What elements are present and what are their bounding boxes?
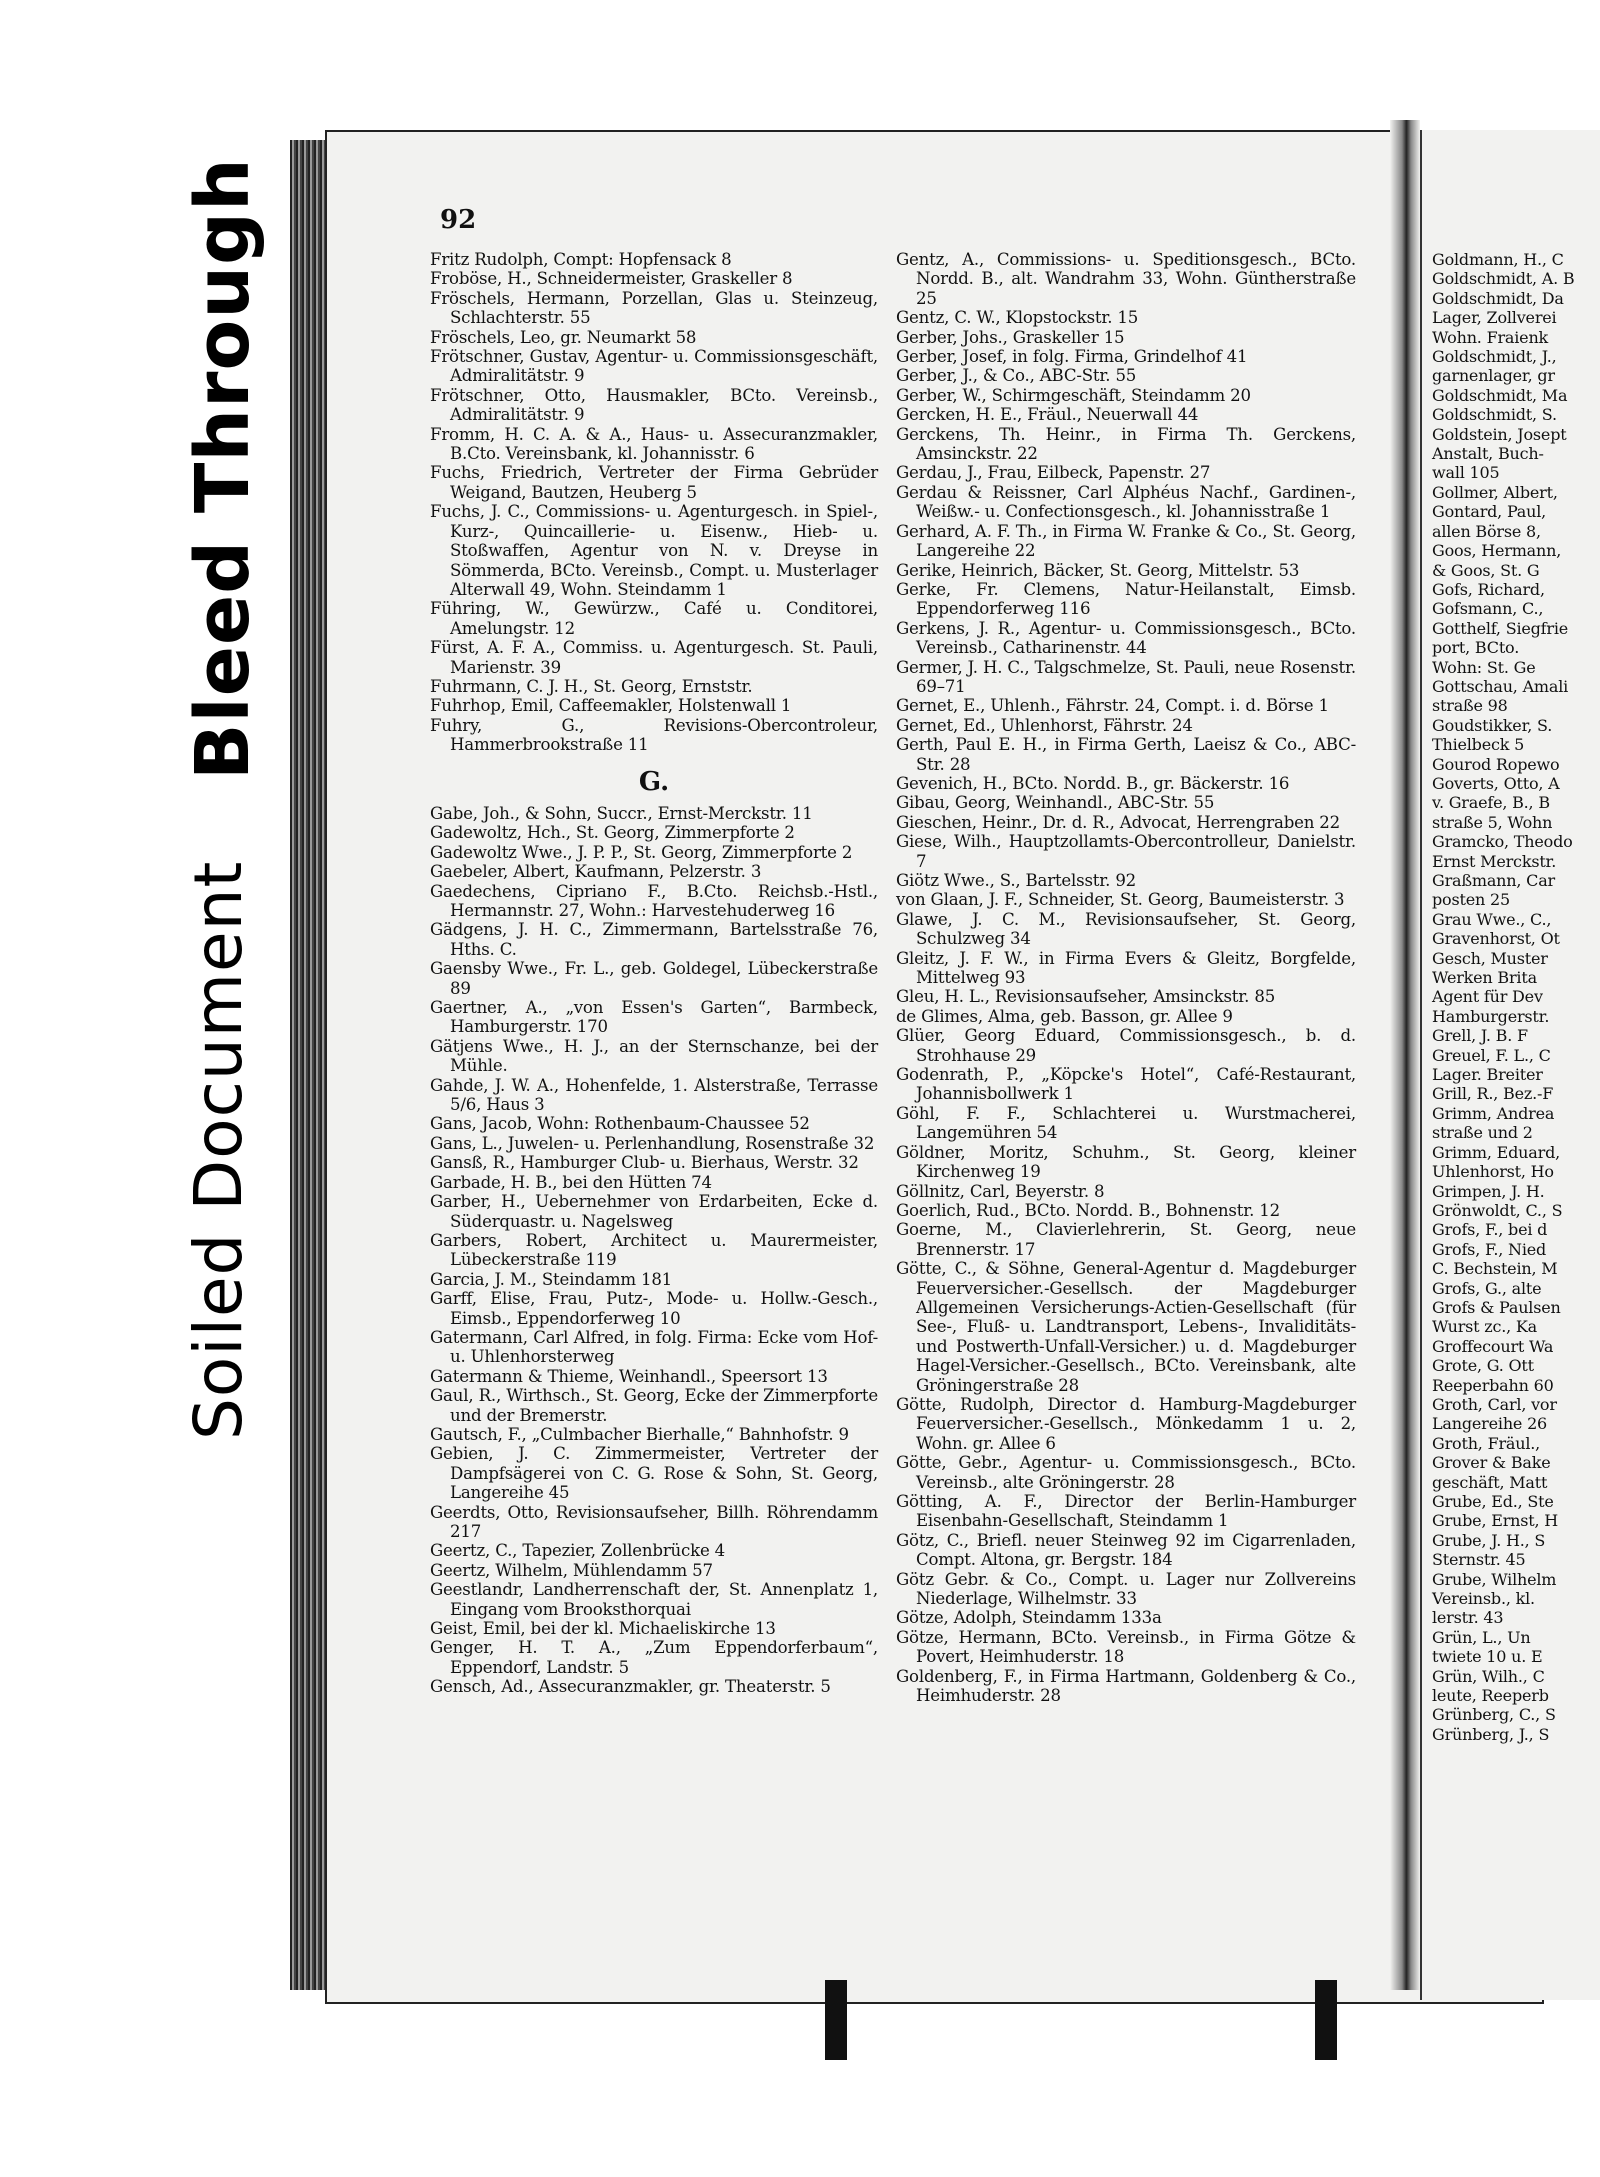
directory-entry: allen Börse 8, [1432,521,1541,541]
directory-entry: Gadewoltz, Hch., St. Georg, Zimmerpforte 2 [430,823,795,843]
directory-entry: Götte, Gebr., Agentur- u. Commissionsgesch., BCto. Vereinsb., alte Gröningerstr. 28 [896,1453,1356,1492]
directory-entry: Fuchs, J. C., Commissions- u. Agenturgesch. in Spiel-, Kurz-, Quincaillerie- u. Eisenw., Hieb- u. Stoßwaffen, Agentur von N. v. Dreyse in Sömmerda, BCto. Vereinsb., Compt. u. Musterlager Alterwall 49, Wohn. Steindamm 1 [430,502,878,599]
directory-entry: Gleu, H. L., Revisionsaufseher, Amsinckstr. 85 [896,987,1276,1007]
directory-entry: Anstalt, Buch- [1432,444,1544,464]
directory-entry: straße 5, Wohn [1432,812,1553,832]
directory-entry: Gravenhorst, Ot [1432,929,1560,949]
directory-entry: von Glaan, J. F., Schneider, St. Georg, Baumeisterstr. 3 [896,890,1345,910]
directory-entry: Göldner, Moritz, Schuhm., St. Georg, kleiner Kirchenweg 19 [896,1142,1356,1182]
directory-entry: Gerber, W., Schirmgeschäft, Steindamm 20 [896,385,1251,405]
directory-entry: Glawe, J. C. M., Revisionsaufseher, St. Georg, Schulzweg 34 [896,909,1356,949]
directory-entry: Grofs, F., Nied [1432,1239,1547,1259]
column-b [896,250,1356,1705]
directory-entry: Gotthelf, Siegfrie [1432,618,1569,638]
directory-entry: Grönwoldt, C., S [1432,1200,1563,1220]
directory-entry: Genger, H. T. A., „Zum Eppendorferbaum“, Eppendorf, Landstr. 5 [430,1638,878,1677]
directory-entry: Gabe, Joh., & Sohn, Succr., Ernst-Merckstr. 11 [430,803,813,823]
directory-entry: Gleitz, J. F. W., in Firma Evers & Gleitz, Borgfelde, Mittelweg 93 [896,948,1356,988]
directory-entry: Groffecourt Wa [1432,1336,1554,1356]
directory-entry: Groth, Fräul., [1432,1433,1541,1453]
directory-entry: Grofs, F., bei d [1432,1220,1548,1240]
directory-entry: Goerlich, Rud., BCto. Nordd. B., Bohnenstr. 12 [896,1200,1280,1220]
directory-entry: straße 98 [1432,696,1508,716]
column-b-entries [896,250,1356,1705]
directory-entry: Gesch, Muster [1432,948,1548,968]
directory-entry: Grube, J. H., S [1432,1530,1546,1550]
directory-entry: Gramcko, Theodo [1432,832,1573,852]
directory-entry: Gerber, Johs., Graskeller 15 [896,327,1125,347]
directory-entry: Fuhrmann, C. J. H., St. Georg, Ernststr. [430,676,753,696]
directory-entry: Gautsch, F., „Culmbacher Bierhalle,“ Bahnhofstr. 9 [430,1424,849,1444]
directory-entry: Gollmer, Albert, [1432,482,1558,502]
directory-entry: Frötschner, Otto, Hausmakler, BCto. Vereinsb., Admiralitätstr. 9 [430,385,878,425]
directory-entry: Gadewoltz Wwe., J. P. P., St. Georg, Zimmerpforte 2 [430,842,853,862]
directory-entry: Geestlandr, Landherrenschaft der, St. Annenplatz 1, Eingang vom Brooksthorquai [430,1580,878,1619]
directory-entry: Grube, Ernst, H [1432,1511,1559,1531]
directory-entry: C. Bechstein, M [1432,1259,1558,1279]
directory-entry: Wohn: St. Ge [1432,657,1536,677]
directory-entry: Thielbeck 5 [1432,735,1525,755]
directory-entry: wall 105 [1432,463,1500,483]
directory-entry: Gatermann, Carl Alfred, in folg. Firma: Ecke vom Hof- u. Uhlenhorsterweg [430,1327,878,1367]
directory-entry: Garber, H., Uebernehmer von Erdarbeiten, Ecke d. Süderquastr. u. Nagelsweg [430,1192,878,1231]
bleed-through-label: Bleed Through [180,157,266,780]
directory-entry: Gaedechens, Cipriano F., B.Cto. Reichsb.-Hstl., Hermannstr. 27, Wohn.: Harvestehuderweg 16 [430,881,878,920]
directory-entry: leute, Reeperb [1432,1686,1549,1706]
directory-entry: Gerhard, A. F. Th., in Firma W. Franke & Co., St. Georg, Langereihe 22 [896,521,1356,561]
directory-entry: Grün, Wilh., C [1432,1666,1545,1686]
directory-entry: Wohn. Fraienk [1432,327,1549,347]
directory-entry: Goldschmidt, Ma [1432,385,1568,405]
directory-entry: Godenrath, P., „Köpcke's Hotel“, Café-Restaurant, Johannisbollwerk 1 [896,1065,1356,1104]
directory-entry: Gansß, R., Hamburger Club- u. Bierhaus, Werstr. 32 [430,1153,859,1173]
directory-entry: Götze, Hermann, BCto. Vereinsb., in Firma Götze & Povert, Heimhuderstr. 18 [896,1627,1356,1667]
directory-entry: Gofs, Richard, [1432,579,1545,599]
directory-entry: Gätjens Wwe., H. J., an der Sternschanze, bei der Mühle. [430,1036,878,1076]
directory-entry: Vereinsb., kl. [1432,1589,1535,1609]
directory-entry: Gerber, Josef, in folg. Firma, Grindelhof 41 [896,347,1248,367]
directory-entry: Gatermann & Thieme, Weinhandl., Speersort 13 [430,1366,828,1386]
directory-entry: Glüer, Georg Eduard, Commissionsgesch., b. d. Strohhause 29 [896,1026,1356,1065]
directory-entry: de Glimes, Alma, geb. Basson, gr. Allee 9 [896,1006,1233,1026]
directory-entry: Götz, C., Briefl. neuer Steinweg 92 im Cigarrenladen, Compt. Altona, gr. Bergstr. 184 [896,1530,1356,1570]
directory-entry: Gerdau & Reissner, Carl Alphéus Nachf., Gardinen-, Weißw.- u. Confectionsgesch., kl. Johannisstraße 1 [896,482,1356,522]
directory-entry: Gaul, R., Wirthsch., St. Georg, Ecke der Zimmerpforte und der Bremerstr. [430,1386,878,1425]
directory-entry: posten 25 [1432,890,1510,910]
directory-entry: straße und 2 [1432,1123,1533,1143]
directory-entry: Gernet, E., Uhlenh., Fährstr. 24, Compt. i. d. Börse 1 [896,696,1329,716]
directory-entry: & Goos, St. G [1432,560,1540,580]
directory-entry: Garbade, H. B., bei den Hütten 74 [430,1172,712,1192]
directory-entry: Fürst, A. F. A., Commiss. u. Agenturgesch. St. Pauli, Marienstr. 39 [430,638,878,677]
directory-entry: Sternstr. 45 [1432,1550,1526,1570]
directory-entry: Gibau, Georg, Weinhandl., ABC-Str. 55 [896,793,1215,813]
directory-entry: Grover & Bake [1432,1453,1551,1473]
directory-entry: Gourod Ropewo [1432,754,1560,774]
directory-entry: Fuchs, Friedrich, Vertreter der Firma Gebrüder Weigand, Bautzen, Heuberg 5 [430,463,878,502]
directory-entry: Gebien, J. C. Zimmermeister, Vertreter der Dampfsägerei von C. G. Rose & Sohn, St. Georg, Langereihe 45 [430,1444,878,1503]
directory-entry: Langereihe 26 [1432,1414,1548,1434]
directory-entry: Gaensby Wwe., Fr. L., geb. Goldegel, Lübeckerstraße 89 [430,959,878,998]
directory-entry: Götze, Adolph, Steindamm 133a [896,1608,1162,1628]
directory-entry: lerstr. 43 [1432,1608,1504,1628]
directory-entry: Grimpen, J. H. [1432,1181,1545,1201]
directory-entry: Fuhry, G., Revisions-Obercontroleur, Hammerbrookstraße 11 [430,715,878,755]
directory-entry: Grote, G. Ott [1432,1356,1534,1376]
directory-entry: Garbers, Robert, Architect u. Maurermeister, Lübeckerstraße 119 [430,1230,878,1270]
directory-entry: Göllnitz, Carl, Beyerstr. 8 [896,1181,1105,1201]
directory-entry: Gaebeler, Albert, Kaufmann, Pelzerstr. 3 [430,862,762,882]
directory-entry: Goos, Hermann, [1432,541,1562,561]
page-number: 92 [440,205,477,235]
column-a-f-entries [430,250,878,755]
directory-entry: Gensch, Ad., Assecuranzmakler, gr. Theaterstr. 5 [430,1677,831,1697]
directory-entry: Fröschels, Hermann, Porzellan, Glas u. Steinzeug, Schlachterstr. 55 [430,288,878,328]
bookmark-ribbon-right [1315,1980,1337,2060]
directory-entry: Gerdau, J., Frau, Eilbeck, Papenstr. 27 [896,463,1211,483]
directory-entry: Göhl, F. F., Schlachterei u. Wurstmacherei, Langemühren 54 [896,1103,1356,1143]
directory-entry: Grimm, Eduard, [1432,1142,1561,1162]
directory-entry: twiete 10 u. E [1432,1647,1543,1667]
directory-entry: Gans, L., Juwelen- u. Perlenhandlung, Rosenstraße 32 [430,1133,875,1153]
directory-entry: Gercken, H. E., Fräul., Neuerwall 44 [896,405,1199,425]
directory-entry: Germer, J. H. C., Talgschmelze, St. Pauli, neue Rosenstr. 69–71 [896,657,1356,696]
directory-entry: Gerckens, Th. Heinr., in Firma Th. Gerckens, Amsinckstr. 22 [896,424,1356,464]
directory-entry: Werken Brita [1432,968,1537,988]
directory-entry: Gevenich, H., BCto. Nordd. B., gr. Bäckerstr. 16 [896,773,1290,793]
directory-entry: Grill, R., Bez.-F [1432,1084,1554,1104]
directory-entry: Grube, Ed., Ste [1432,1492,1554,1511]
directory-entry: Geertz, Wilhelm, Mühlendamm 57 [430,1560,713,1580]
directory-entry: v. Graefe, B., B [1432,793,1550,813]
directory-entry: Gerkens, J. R., Agentur- u. Commissionsgesch., BCto. Vereinsb., Catharinenstr. 44 [896,618,1356,658]
directory-entry: Goldschmidt, Da [1432,288,1564,308]
directory-entry: Wurst zc., Ka [1432,1317,1538,1337]
directory-entry: geschäft, Matt [1432,1472,1548,1492]
directory-entry: Frötschner, Gustav, Agentur- u. Commissionsgeschäft, Admiralitätstr. 9 [430,347,878,386]
directory-entry: Gottschau, Amali [1432,676,1569,696]
directory-entry: Fuhrhop, Emil, Caffeemakler, Holstenwall 1 [430,696,792,716]
directory-entry: Goldschmidt, S. [1432,405,1557,425]
column-a-g-entries [430,804,878,1697]
directory-entry: Goerne, M., Clavierlehrerin, St. Georg, neue Brennerstr. 17 [896,1220,1356,1259]
directory-entry: Gerike, Heinrich, Bäcker, St. Georg, Mittelstr. 53 [896,560,1300,580]
directory-entry: Froböse, H., Schneidermeister, Graskeller 8 [430,269,793,289]
directory-entry: Gädgens, J. H. C., Zimmermann, Bartelsstraße 76, Hths. C. [430,920,878,959]
directory-entry: Graßmann, Car [1432,871,1555,890]
directory-entry: Hamburgerstr. [1432,1006,1550,1026]
directory-entry: Grofs, G., alte [1432,1278,1542,1298]
directory-entry: port, BCto. [1432,638,1520,658]
column-c-entries [1432,250,1600,1744]
directory-entry: Götte, Rudolph, Director d. Hamburg-Magdeburger Feuerversicher.-Gesellsch., Mönkedamm 1 u. 2, Wohn. gr. Allee 6 [896,1394,1356,1453]
directory-entry: Fröschels, Leo, gr. Neumarkt 58 [430,327,697,347]
directory-entry: Reeperbahn 60 [1432,1375,1554,1395]
directory-entry: Gahde, J. W. A., Hohenfelde, 1. Alsterstraße, Terrasse 5/6, Haus 3 [430,1075,878,1115]
directory-entry: Gieschen, Heinr., Dr. d. R., Advocat, Herrengraben 22 [896,812,1341,832]
directory-entry: Führing, W., Gewürzw., Café u. Conditorei, Amelungstr. 12 [430,599,878,638]
directory-entry: Goverts, Otto, A [1432,773,1560,793]
directory-entry: Garff, Elise, Frau, Putz-, Mode- u. Hollw.-Gesch., Eimsb., Eppendorferweg 10 [430,1289,878,1328]
directory-entry: Grofs & Paulsen [1432,1297,1561,1317]
directory-entry: Giese, Wilh., Hauptzollamts-Obercontrolleur, Danielstr. 7 [896,832,1356,871]
directory-entry: Grau Wwe., C., [1432,909,1552,929]
directory-entry: Garcia, J. M., Steindamm 181 [430,1269,673,1289]
directory-entry: Gernet, Ed., Uhlenhorst, Fährstr. 24 [896,715,1193,735]
directory-entry: Goldenberg, F., in Firma Hartmann, Goldenberg & Co., Heimhuderstr. 28 [896,1666,1356,1706]
column-c [1432,250,1600,1744]
directory-entry: Lager. Breiter [1432,1065,1543,1085]
directory-entry: Gaertner, A., „von Essen's Garten“, Barmbeck, Hamburgerstr. 170 [430,998,878,1037]
directory-entry: garnenlager, gr [1432,366,1555,386]
directory-entry: Greuel, F. L., C [1432,1045,1551,1065]
directory-entry: Gofsmann, C., [1432,599,1544,619]
directory-entry: Fromm, H. C. A. & A., Haus- u. Assecuranzmakler, B.Cto. Vereinsbank, kl. Johannisstr. 6 [430,424,878,464]
directory-entry: Uhlenhorst, Ho [1432,1162,1554,1182]
directory-entry: Gentz, C. W., Klopstockstr. 15 [896,308,1139,328]
directory-entry: Goldstein, Josept [1432,424,1567,444]
page-stack-edge [290,140,330,1990]
directory-entry: Ernst Merckstr. [1432,851,1557,871]
directory-entry: Gentz, A., Commissions- u. Speditionsgesch., BCto. Nordd. B., alt. Wandrahm 33, Wohn. Güntherstraße 25 [896,250,1356,308]
column-a [430,250,878,1697]
directory-entry: Gerber, J., & Co., ABC-Str. 55 [896,366,1137,386]
directory-entry: Goldmann, H., C [1432,250,1564,269]
directory-entry: Fritz Rudolph, Compt: Hopfensack 8 [430,250,732,269]
directory-entry: Gontard, Paul, [1432,502,1547,522]
directory-entry: Geertz, C., Tapezier, Zollenbrücke 4 [430,1541,726,1561]
directory-entry: Goudstikker, S. [1432,715,1553,735]
directory-entry: Groth, Carl, vor [1432,1394,1557,1414]
directory-entry: Grün, L., Un [1432,1627,1531,1647]
directory-entry: Goldschmidt, A. B [1432,269,1575,289]
soiled-document-label: Soiled Document [180,860,257,1440]
bookmark-ribbon-left [825,1980,847,2060]
directory-entry: Geist, Emil, bei der kl. Michaeliskirche 13 [430,1619,776,1639]
book-gutter [1390,120,1420,1990]
directory-entry: Goldschmidt, J., [1432,347,1557,367]
directory-entry: Götting, A. F., Director der Berlin-Hamburger Eisenbahn-Gesellschaft, Steindamm 1 [896,1492,1356,1531]
directory-entry: Agent für Dev [1432,987,1543,1007]
directory-entry: Grünberg, J., S [1432,1724,1550,1744]
directory-entry: Geerdts, Otto, Revisionsaufseher, Billh. Röhrendamm 217 [430,1502,878,1541]
directory-entry: Lager, Zollverei [1432,308,1557,328]
directory-entry: Gerke, Fr. Clemens, Natur-Heilanstalt, Eimsb. Eppendorferweg 116 [896,579,1356,619]
directory-entry: Grimm, Andrea [1432,1103,1555,1123]
directory-entry: Grünberg, C., S [1432,1705,1556,1725]
directory-entry: Götte, C., & Söhne, General-Agentur d. Magdeburger Feuerversicher.-Gesellsch. der Magdeburger Allgemeinen Versicherungs-Actien-Gesellschaft (für See-, Fluß- u. Landtransport, Lebens-, Invaliditäts- und Postwerth-Unfall-Versicher.) u. d. Magdeburger Hagel-Versicher.-Gesellsch., BCto. Vereinsbank, alte Gröningerstraße 28 [896,1259,1356,1395]
directory-entry: Grube, Wilhelm [1432,1569,1557,1589]
directory-entry: Gans, Jacob, Wohn: Rothenbaum-Chaussee 52 [430,1114,810,1134]
directory-entry: Götz Gebr. & Co., Compt. u. Lager nur Zollvereins Niederlage, Wilhelmstr. 33 [896,1569,1356,1609]
letter-heading: G. [638,766,670,797]
directory-entry: Grell, J. B. F [1432,1026,1528,1046]
directory-entry: Gerth, Paul E. H., in Firma Gerth, Laeisz & Co., ABC-Str. 28 [896,735,1356,774]
directory-entry: Giötz Wwe., S., Bartelsstr. 92 [896,871,1137,890]
